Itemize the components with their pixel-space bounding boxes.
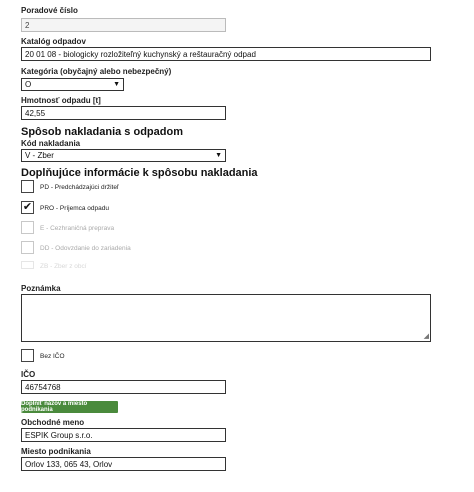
kod-nakladania-label: Kód nakladania [21,139,81,148]
bez-ico-label: Bez IČO [40,353,65,360]
poradove-cislo-label: Poradové číslo [21,6,78,15]
checkbox-bez-ico[interactable] [21,349,34,362]
checkbox-e-label: E - Cezhraničná preprava [40,225,115,232]
doplnit-nazov-button[interactable]: Doplniť názov a miesto podnikania [21,401,118,413]
checkbox-e[interactable] [21,221,34,234]
obchodne-meno-input[interactable]: ESPIK Group s.r.o. [21,428,226,442]
chevron-down-icon: ▼ [113,80,120,88]
sposob-nakladania-heading: Spôsob nakladania s odpadom [21,126,183,138]
hmotnost-input[interactable]: 42,55 [21,106,226,120]
ico-input[interactable]: 46754768 [21,380,226,394]
kategoria-select[interactable] [21,78,124,91]
checkbox-zb[interactable] [21,261,34,269]
hmotnost-label: Hmotnosť odpadu [t] [21,96,101,105]
miesto-podnikania-label: Miesto podnikania [21,447,91,456]
kod-nakladania-selected-value: V - Zber [25,150,54,160]
checkmark-icon: ✔ [22,201,33,213]
poradove-cislo-input[interactable]: 2 [21,18,226,32]
poznamka-textarea[interactable] [21,294,431,342]
checkbox-pro[interactable] [21,201,34,214]
obchodne-meno-label: Obchodné meno [21,418,85,427]
checkbox-zb-label: ZB - Zber z obcí [40,263,87,270]
ico-label: IČO [21,370,36,379]
checkbox-pd[interactable] [21,180,34,193]
checkbox-pd-label: PD - Predchádzajúci držiteľ [40,184,119,191]
checkbox-dd[interactable] [21,241,34,254]
katalog-odpadov-input[interactable]: 20 01 08 - biologicky rozložiteľný kuchynský a reštauračný odpad [21,47,431,61]
poznamka-label: Poznámka [21,284,61,293]
katalog-odpadov-label: Katalóg odpadov [21,37,86,46]
doplnujuce-informacie-heading: Doplňujúce informácie k spôsobu nakladania [21,167,258,179]
chevron-down-icon: ▼ [215,151,222,159]
resize-grip-icon[interactable]: ◢ [423,333,429,340]
kod-nakladania-select[interactable] [21,149,226,162]
miesto-podnikania-input[interactable]: Orlov 133, 065 43, Orlov [21,457,226,471]
kategoria-label: Kategória (obyčajný alebo nebezpečný) [21,67,172,76]
checkbox-pro-label: PRO - Príjemca odpadu [40,205,110,212]
checkbox-dd-label: DD - Odovzdanie do zariadenia [40,245,131,252]
kategoria-selected-value: O [25,79,32,89]
